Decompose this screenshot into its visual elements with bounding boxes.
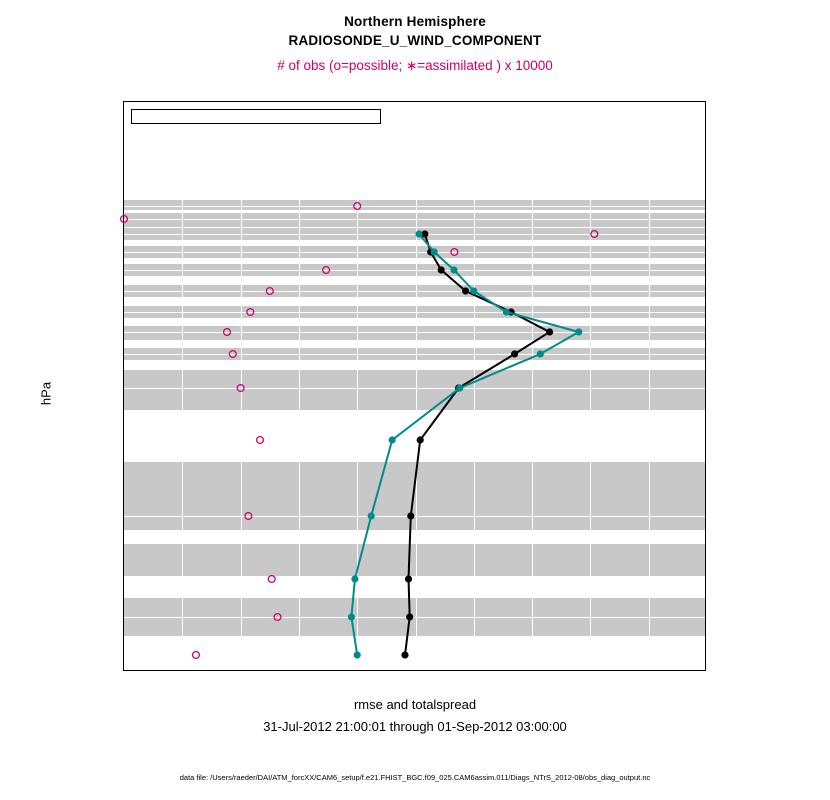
- chart-title: [0, 12, 830, 50]
- series-marker: [537, 350, 544, 357]
- series-marker: [575, 328, 582, 335]
- series-marker: [462, 287, 469, 294]
- series-marker: [417, 436, 424, 443]
- data-overlay: [124, 102, 707, 672]
- series-marker: [450, 266, 457, 273]
- title-line-2: RADIOSONDE_U_WIND_COMPONENT: [288, 33, 542, 48]
- series-marker: [415, 230, 422, 237]
- series-marker: [368, 512, 375, 519]
- possible-obs-marker: [257, 437, 264, 444]
- series-marker: [348, 613, 355, 620]
- possible-obs-marker: [224, 329, 231, 336]
- x-axis-title: rmse and totalspread: [353, 697, 477, 712]
- possible-obs-marker: [274, 614, 281, 621]
- data-file-footer: data file: /Users/raeder/DAI/ATM_forcXX/CAM6_setup/f.e21.FHIST_BGC.f09_025.CAM6assim.011/Diags_NTrS_2012-08/obs_diag_output.nc: [179, 773, 651, 782]
- possible-obs-marker: [591, 231, 598, 238]
- possible-obs-marker: [229, 351, 236, 358]
- series-marker: [456, 384, 463, 391]
- possible-obs-marker: [245, 513, 252, 520]
- series-marker: [351, 575, 358, 582]
- title-line-1: Northern Hemisphere: [344, 14, 486, 29]
- possible-obs-marker: [237, 385, 244, 392]
- plot-area: [123, 101, 706, 671]
- series-marker: [511, 350, 518, 357]
- series-marker: [503, 308, 510, 315]
- series-line: [405, 234, 550, 655]
- series-marker: [470, 287, 477, 294]
- possible-obs-marker: [247, 309, 254, 316]
- possible-obs-marker: [354, 203, 361, 210]
- series-marker: [546, 328, 553, 335]
- series-marker: [405, 575, 412, 582]
- possible-obs-marker: [268, 576, 275, 583]
- legend: [131, 109, 381, 124]
- series-marker: [389, 436, 396, 443]
- series-line: [351, 234, 578, 655]
- series-marker: [406, 613, 413, 620]
- top-axis-title: [0, 58, 830, 74]
- possible-obs-marker: [193, 652, 200, 659]
- series-marker: [407, 512, 414, 519]
- series-marker: [354, 651, 361, 658]
- top-axis-title-post: =assimilated ) x 10000: [417, 58, 553, 73]
- x-axis-subtitle: 31-Jul-2012 21:00:01 through 01-Sep-2012 03:00:00: [263, 719, 567, 734]
- series-marker: [431, 248, 438, 255]
- possible-obs-marker: [266, 288, 273, 295]
- possible-obs-marker: [451, 249, 458, 256]
- series-marker: [438, 266, 445, 273]
- possible-obs-marker: [121, 216, 128, 223]
- possible-obs-marker: [323, 267, 330, 274]
- top-axis-title-pre: # of obs (o=possible;: [277, 58, 406, 73]
- y-axis-title: hPa: [38, 381, 54, 406]
- assimilated-star-icon: ∗: [405, 58, 418, 73]
- series-marker: [401, 651, 408, 658]
